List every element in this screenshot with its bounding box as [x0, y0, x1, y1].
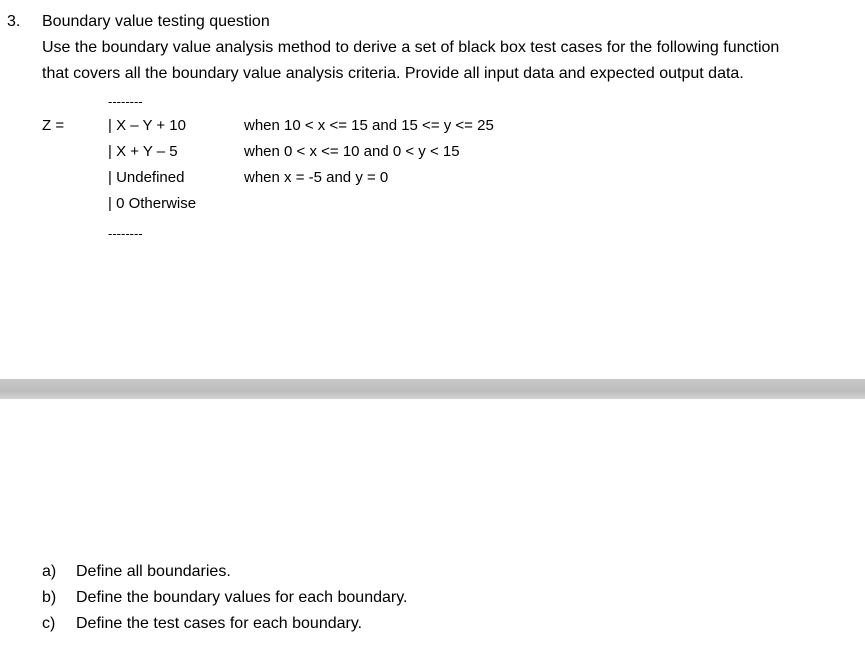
case-expression-4: | 0 Otherwise — [108, 195, 197, 212]
subquestion-b-text: Define the boundary values for each boundary. — [76, 589, 408, 606]
page-divider — [0, 379, 865, 399]
z-label: Z = — [42, 117, 65, 134]
question-title: Boundary value testing question — [42, 13, 270, 30]
case-expression-1: | X – Y + 10 — [108, 117, 186, 134]
case-condition-1: when 10 < x <= 15 and 15 <= y <= 25 — [244, 117, 494, 134]
subquestion-c-text: Define the test cases for each boundary. — [76, 615, 363, 632]
question-number: 3. — [7, 13, 21, 30]
subquestion-b-letter: b) — [42, 589, 57, 606]
case-expression-3: | Undefined — [108, 169, 185, 186]
case-condition-3: when x = -5 and y = 0 — [244, 169, 389, 186]
question-instruction-line1: Use the boundary value analysis method to derive a set of black box test cases for the following function — [42, 39, 780, 56]
case-condition-2: when 0 < x <= 10 and 0 < y < 15 — [244, 143, 460, 160]
function-divider-bottom: -------- — [108, 226, 143, 241]
function-divider-top: -------- — [108, 94, 143, 109]
subquestion-c-letter: c) — [42, 615, 56, 632]
subquestion-a-letter: a) — [42, 563, 57, 580]
subquestion-a-text: Define all boundaries. — [76, 563, 231, 580]
question-instruction-line2: that covers all the boundary value analysis criteria. Provide all input data and expected output data. — [42, 65, 744, 82]
case-expression-2: | X + Y – 5 — [108, 143, 178, 160]
